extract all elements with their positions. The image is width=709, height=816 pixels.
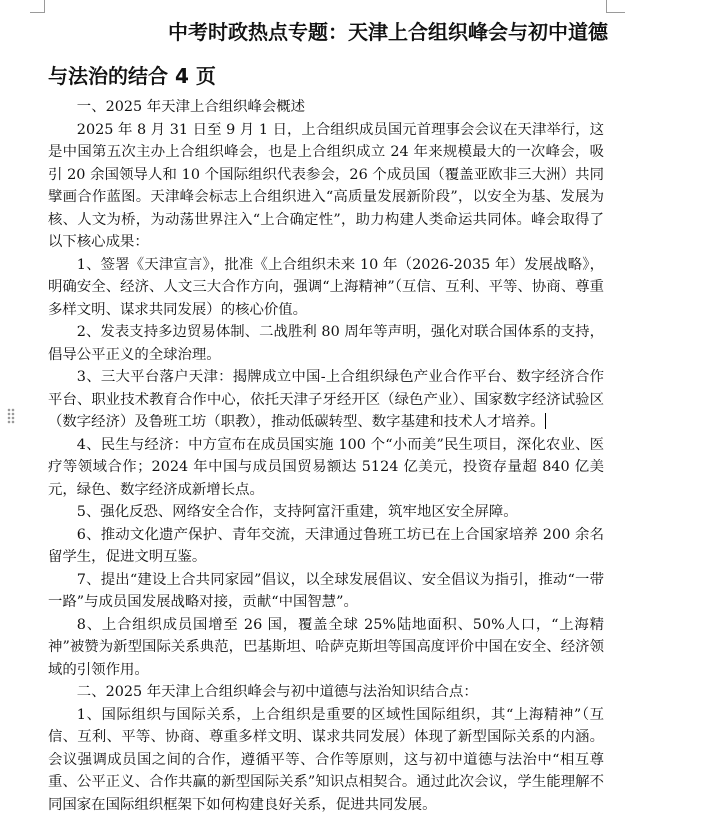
result-item-5: 5、强化反恐、网络安全合作，支持阿富汗重建，筑牢地区安全屏障。	[48, 501, 604, 524]
result-item-1: 1、签署《天津宣言》，批准《上合组织未来 10 年（2026-2035 年）发展战略》，明确安全、经济、人文三大合作方向，强调“上海精神”（互信、互利、平等、协商、尊重多样文明、谋求共同发展）的核心价值。	[48, 254, 604, 322]
result-item-4: 4、民生与经济：中方宣布在成员国实施 100 个“小而美”民生项目，深化农业、医疗等领域合作；2024 年中国与成员国贸易额达 5124 亿美元，投资存量超 840 亿美元，绿色、数字经济成新增长点。	[48, 434, 604, 502]
result-item-3	[48, 366, 604, 434]
document-body[interactable]	[48, 96, 604, 816]
title-line-2: 与法治的结合 4 页	[48, 54, 608, 98]
result-item-6: 6、推动文化遗产保护、青年交流，天津通过鲁班工坊已在上合国家培养 200 余名留学生，促进文明互鉴。	[48, 524, 604, 569]
text-cursor	[545, 413, 546, 429]
result-item-3-text: 3、三大平台落户天津：揭牌成立中国-上合组织绿色产业合作平台、数字经济合作平台、职业技术教育合作中心，依托天津子牙经开区（绿色产业）、国家数字经济试验区（数字经济）及鲁班工坊（职教），推动低碳转型、数字基建和技术人才培养。	[48, 369, 604, 430]
section-heading-2: 二、2025 年天津上合组织峰会与初中道德与法治知识结合点：	[48, 681, 604, 704]
drag-handle-icon[interactable]	[7, 408, 15, 424]
document-title	[48, 10, 608, 98]
result-item-8: 8、上合组织成员国增至 26 国，覆盖全球 25%陆地面积、50%人口，“上海精神”被赞为新型国际关系典范，巴基斯坦、哈萨克斯坦等国高度评价中国在安全、经济领域的引领作用。	[48, 614, 604, 682]
result-item-7: 7、提出“建设上合共同家园”倡议，以全球发展倡议、安全倡议为指引，推动“一带一路”与成员国发展战略对接，贡献“中国智慧”。	[48, 569, 604, 614]
page-corner-mark-right	[606, 0, 625, 13]
knowledge-point-1: 1、国际组织与国际关系，上合组织是重要的区域性国际组织，其“上海精神”（互信、互利、平等、协商、尊重多样文明、谋求共同发展）体现了新型国际关系的内涵。会议强调成员国之间的合作，遵循平等、合作等原则，这与初中道德与法治中“相互尊重、公平正义、合作共赢的新型国际关系”知识点相契合。通过此次会议，学生能理解不同国家在国际组织框架下如何构建良好关系，促进共同发展。	[48, 704, 604, 816]
page-corner-mark-left	[30, 0, 45, 13]
result-item-2: 2、发表支持多边贸易体制、二战胜利 80 周年等声明，强化对联合国体系的支持，倡导公平正义的全球治理。	[48, 321, 604, 366]
title-line-1: 中考时政热点专题：天津上合组织峰会与初中道德	[48, 10, 608, 54]
section-heading-1: 一、2025 年天津上合组织峰会概述	[48, 96, 604, 119]
overview-paragraph: 2025 年 8 月 31 日至 9 月 1 日，上合组织成员国元首理事会会议在天津举行，这是中国第五次主办上合组织峰会，也是上合组织成立 24 年来规模最大的一次峰会，吸引 20 余国领导人和 10 个国际组织代表参会，26 个成员国（覆盖亚欧非三大洲）共同擘画合作蓝图。天津峰会标志上合组织进入“高质量发展新阶段”，以安全为基、发展为核、人文为桥，为动荡世界注入“上合确定性”，助力构建人类命运共同体。峰会取得了以下核心成果：	[48, 119, 604, 254]
